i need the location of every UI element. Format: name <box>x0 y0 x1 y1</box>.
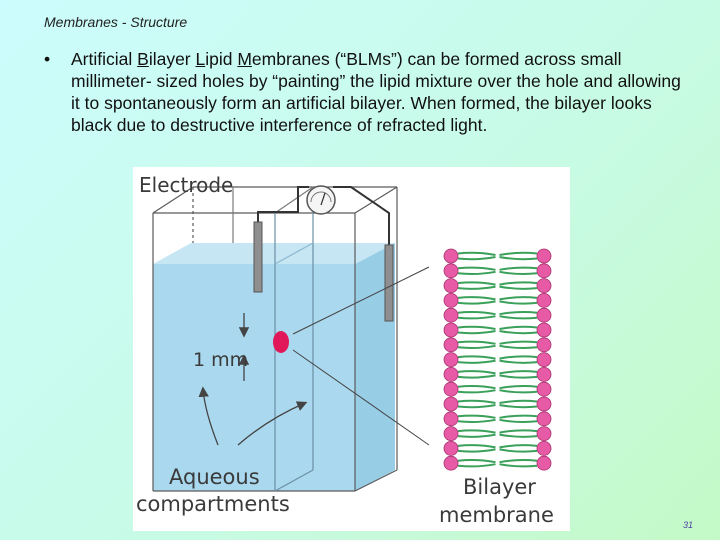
lipid-tail <box>458 346 496 348</box>
lipid-tail <box>500 282 538 284</box>
lipid-tail <box>458 420 496 422</box>
lipid-head <box>444 353 458 367</box>
lipid-head <box>444 441 458 455</box>
lipid-tail <box>500 445 538 447</box>
lipid-head <box>537 264 551 278</box>
lipid-tail <box>458 268 496 270</box>
lipid-head <box>537 441 551 455</box>
lipid-tail <box>500 401 538 403</box>
water-top-surface <box>153 243 395 264</box>
lipid-head <box>537 427 551 441</box>
electrode-left <box>254 222 262 292</box>
lipid-head <box>444 397 458 411</box>
bullet-text <box>71 48 684 136</box>
lipid-tail <box>458 287 496 289</box>
lipid-tail <box>458 371 496 373</box>
lipid-tail <box>500 268 538 270</box>
lipid-head <box>444 338 458 352</box>
lipid-tail <box>500 257 538 259</box>
membrane-hole <box>273 331 289 353</box>
lipid-tail <box>500 301 538 303</box>
lipid-tail <box>458 257 496 259</box>
lipid-head <box>537 412 551 426</box>
lipid-tail <box>500 312 538 314</box>
lipid-head <box>444 412 458 426</box>
aqueous-label-line1: Aqueous <box>169 465 260 489</box>
lipid-tail <box>500 272 538 274</box>
lipid-tail <box>500 416 538 418</box>
bullet-paragraph <box>44 48 684 136</box>
aqueous-label-line2: compartments <box>136 492 290 516</box>
lipid-tail <box>500 449 538 451</box>
lipid-tail <box>500 464 538 466</box>
blm-diagram <box>133 167 570 531</box>
lipid-tail <box>458 375 496 377</box>
text-part: embranes (“BLMs”) can be formed across small millimeter- sized holes by “painting” the lipid mixture over the hole and allowing it to spontaneously form an artificial bilayer. When formed, the bilayer looks black due to destructive interference of refracted light. <box>71 49 681 135</box>
text-part: ipid <box>205 49 238 69</box>
lipid-head <box>444 264 458 278</box>
bullet-mark: • <box>44 49 51 69</box>
lipid-tail <box>458 272 496 274</box>
lipid-tail <box>500 390 538 392</box>
lipid-head <box>537 456 551 470</box>
lipid-tail <box>500 460 538 462</box>
underlined-letter-m: M <box>237 49 252 69</box>
lipid-head <box>537 293 551 307</box>
lipid-tail <box>500 327 538 329</box>
lipid-head <box>537 382 551 396</box>
lipid-head <box>444 367 458 381</box>
electrode-label: Electrode <box>139 173 234 197</box>
lipid-tail <box>500 361 538 363</box>
lipid-head <box>444 456 458 470</box>
lipid-tail <box>458 361 496 363</box>
lipid-tail <box>458 435 496 437</box>
lipid-tail <box>458 460 496 462</box>
lipid-tail <box>458 282 496 284</box>
bilayer-label-line2: membrane <box>439 503 554 527</box>
lipid-tail <box>458 449 496 451</box>
lipid-head <box>537 323 551 337</box>
underlined-letter-b: B <box>137 49 149 69</box>
lipid-head <box>537 308 551 322</box>
water <box>153 243 395 491</box>
lipid-tail <box>500 342 538 344</box>
lipid-tail <box>458 356 496 358</box>
lipid-head <box>444 279 458 293</box>
page-number: 31 <box>683 520 694 530</box>
lipid-tail <box>458 316 496 318</box>
lipid-head <box>537 279 551 293</box>
slide-title: Membranes - Structure <box>44 14 188 30</box>
lipid-tail <box>458 416 496 418</box>
lipid-tail <box>458 301 496 303</box>
water-front-face <box>153 264 355 491</box>
meter-icon <box>307 186 335 214</box>
lipid-tail <box>458 430 496 432</box>
lipid-tail <box>500 316 538 318</box>
lipid-head <box>444 308 458 322</box>
lipid-tail <box>458 327 496 329</box>
lipid-tail <box>458 464 496 466</box>
lipid-head <box>444 293 458 307</box>
lipid-tail <box>500 346 538 348</box>
lipid-head <box>444 249 458 263</box>
lipid-head <box>537 353 551 367</box>
lipid-head <box>444 382 458 396</box>
lipid-tail <box>458 445 496 447</box>
wire-left <box>258 187 309 222</box>
text-part: Artificial <box>71 49 138 69</box>
bilayer-label-line1: Bilayer <box>463 475 536 499</box>
lipid-head <box>444 427 458 441</box>
lipid-tail <box>500 386 538 388</box>
lipid-tail <box>458 297 496 299</box>
lipid-tail <box>500 287 538 289</box>
lipid-tail <box>500 253 538 255</box>
lipid-tail <box>458 401 496 403</box>
lipid-head <box>537 249 551 263</box>
blm-figure <box>133 167 570 531</box>
lipid-tail <box>500 405 538 407</box>
lipid-tail <box>458 253 496 255</box>
lipid-tail <box>458 312 496 314</box>
lipid-tail <box>500 420 538 422</box>
lipid-head <box>444 323 458 337</box>
lipid-tail <box>458 405 496 407</box>
lipid-tail <box>500 430 538 432</box>
lipid-tail <box>458 331 496 333</box>
underlined-letter-l: L <box>195 49 206 69</box>
lipid-tail <box>458 390 496 392</box>
lipid-tail <box>458 386 496 388</box>
lipid-head <box>537 397 551 411</box>
lipid-tail <box>500 371 538 373</box>
lipid-tail <box>500 435 538 437</box>
lipid-tail <box>500 331 538 333</box>
lipid-head <box>537 338 551 352</box>
lipid-tail <box>500 297 538 299</box>
lipid-tail <box>458 342 496 344</box>
lipid-tail <box>500 356 538 358</box>
wire-right <box>333 187 389 245</box>
lipid-head <box>537 367 551 381</box>
hole-size-label: 1 mm <box>193 349 249 371</box>
electrode-right <box>385 245 393 321</box>
text-part: ilayer <box>148 49 196 69</box>
bilayer-membrane <box>444 249 551 470</box>
lipid-tail <box>500 375 538 377</box>
